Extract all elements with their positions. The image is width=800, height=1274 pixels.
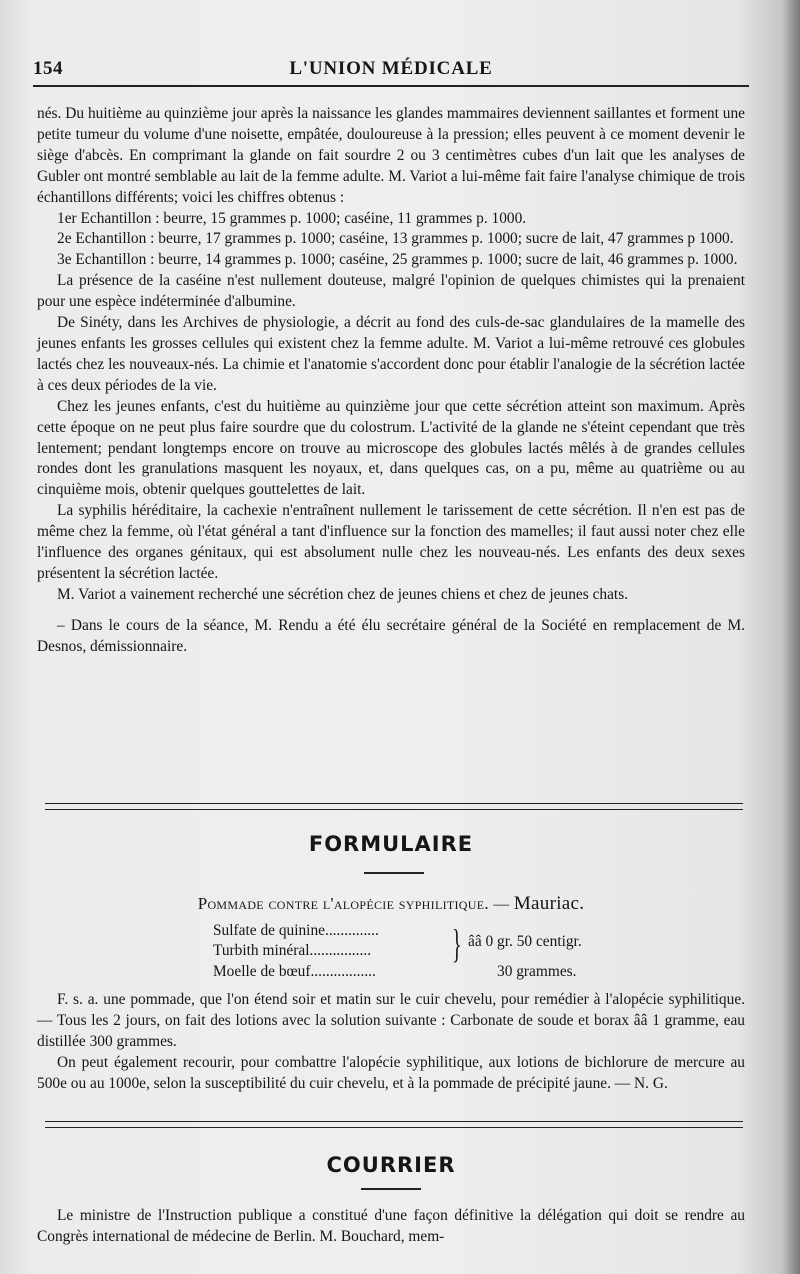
leader-dots: .............. <box>324 922 379 939</box>
courrier-title: COURRIER <box>326 1153 456 1177</box>
paragraph: M. Variot a vainement recherché une sécrétion chez de jeunes chiens et chez de jeunes chats. <box>57 585 629 603</box>
paragraph: De Sinéty, dans les Archives de physiologie, a décrit au fond des culs-de-sac glandulaires de la mamelle des jeunes enfants les grosses cellules qui existent chez la femme adulte. M. Variot a lui-même retrouvé ces globules lactés chez les nouveaux-nés. La chimie et l'anatomie s'accordent donc pour établir l'analogie de la sécrétion lactée à ces deux périodes de la vie. <box>37 314 745 394</box>
brace-symbol: } <box>452 921 462 966</box>
ingredient-line <box>213 942 371 960</box>
recipe-author: Mauriac. <box>513 893 585 914</box>
article-body <box>37 104 745 658</box>
ingredient-name: Sulfate de quinine <box>213 922 325 939</box>
page-header <box>33 58 749 88</box>
paragraph: La présence de la caséine n'est nullement douteuse, malgré l'opinion de quelques chimistes qui la prenaient pour une espèce indéterminée d'albumine. <box>37 272 745 311</box>
leader-dots: ................. <box>310 963 376 980</box>
paragraph: 1er Echantillon : beurre, 15 grammes p. 1000; caséine, 11 grammes p. 1000. <box>57 209 527 227</box>
recipe-name: Pommade contre l'alopécie syphilitique. <box>197 894 489 913</box>
paragraph: F. s. a. une pommade, que l'on étend soir et matin sur le cuir chevelu, pour remédier à l'alopécie syphilitique. — Tous les 2 jours, on fait des lotions avec la solution suivante : Carbonate de soude et borax ââ 1 gramme, eau distillée 300 grammes. <box>37 991 745 1050</box>
formulaire-body <box>37 990 745 1095</box>
formulaire-title: FORMULAIRE <box>308 832 474 856</box>
paragraph: La syphilis héréditaire, la cachexie n'entraînent nullement le tarissement de cette sécrétion. Il n'en est pas de même chez la femme, où l'état général a tant d'influence sur la fonction des mamelles; il faut aussi noter chez elle l'influence des organes génitaux, qui est absolument nulle chez les nouveau-nés. Les enfants des deux sexes présentent la sécrétion lactée. <box>37 502 745 582</box>
shared-dose: ââ 0 gr. 50 centigr. <box>468 933 582 950</box>
courrier-body <box>37 1206 745 1248</box>
ingredient-line <box>213 922 379 940</box>
ingredient-dose: 30 grammes. <box>497 963 577 980</box>
title-underline <box>364 872 424 874</box>
recipe-dash: — <box>493 896 510 913</box>
page-number: 154 <box>33 58 63 79</box>
ingredient-name: Moelle de bœuf <box>213 963 311 980</box>
paragraph: On peut également recourir, pour combattre l'alopécie syphilitique, aux lotions de bichlorure de mercure au 500e ou au 1000e, selon la susceptibilité du cuir chevelu, et à la pommade de précipité jaune. — N. G. <box>37 1053 745 1092</box>
recipe-title <box>33 893 749 915</box>
paragraph: nés. Du huitième au quinzième jour après la naissance les glandes mammaires deviennent saillantes et forment une petite tumeur du volume d'une noisette, empâtée, douloureuse à la pression; elles peuvent à ce moment devenir le siège d'abcès. En comprimant la glande on fait sourdre 2 ou 3 centimètres cubes d'un lait que les analyses de Gubler ont montré semblable au lait de la femme adulte. M. Variot a lui-même fait faire l'analyse chimique de trois échantillons différents; voici les chiffres obtenus : <box>37 105 745 206</box>
leader-dots: ................ <box>309 942 372 959</box>
paragraph: Chez les jeunes enfants, c'est du huitième au quinzième jour que cette sécrétion atteint son maximum. Après cette époque on ne peut plus faire sourdre que du colostrum. L'activité de la glande ne s'éteint cependant que très lentement; pendant longtemps encore on trouve au microscope des globules lactés mêlés à de grandes cellules rondes dont les granulations masquent les noyaux, et, dans quelques cas, on a pu, même au quatrième ou au cinquième mois, obtenir quelques gouttelettes de lait. <box>37 397 745 499</box>
section-divider <box>45 803 743 810</box>
title-underline <box>361 1188 421 1190</box>
running-title: L'UNION MÉDICALE <box>289 58 493 79</box>
ingredient-name: Turbith minéral <box>213 942 310 959</box>
section-divider <box>45 1121 743 1128</box>
paragraph: 3e Echantillon : beurre, 14 grammes p. 1000; caséine, 25 grammes p. 1000; sucre de lait, 46 grammes p. 1000. <box>57 251 738 269</box>
ingredient-line <box>213 963 376 981</box>
paragraph: Le ministre de l'Instruction publique a constitué d'une façon définitive la délégation qui doit se rendre au Congrès international de médecine de Berlin. M. Bouchard, mem- <box>37 1207 745 1245</box>
paragraph: 2e Echantillon : beurre, 17 grammes p. 1000; caséine, 13 grammes p. 1000; sucre de lait, 47 grammes p 1000. <box>57 230 734 248</box>
header-rule <box>33 85 749 87</box>
paragraph: – Dans le cours de la séance, M. Rendu a été élu secrétaire général de la Société en remplacement de M. Desnos, démissionnaire. <box>37 616 745 655</box>
page-edge-shadow <box>782 0 800 1274</box>
